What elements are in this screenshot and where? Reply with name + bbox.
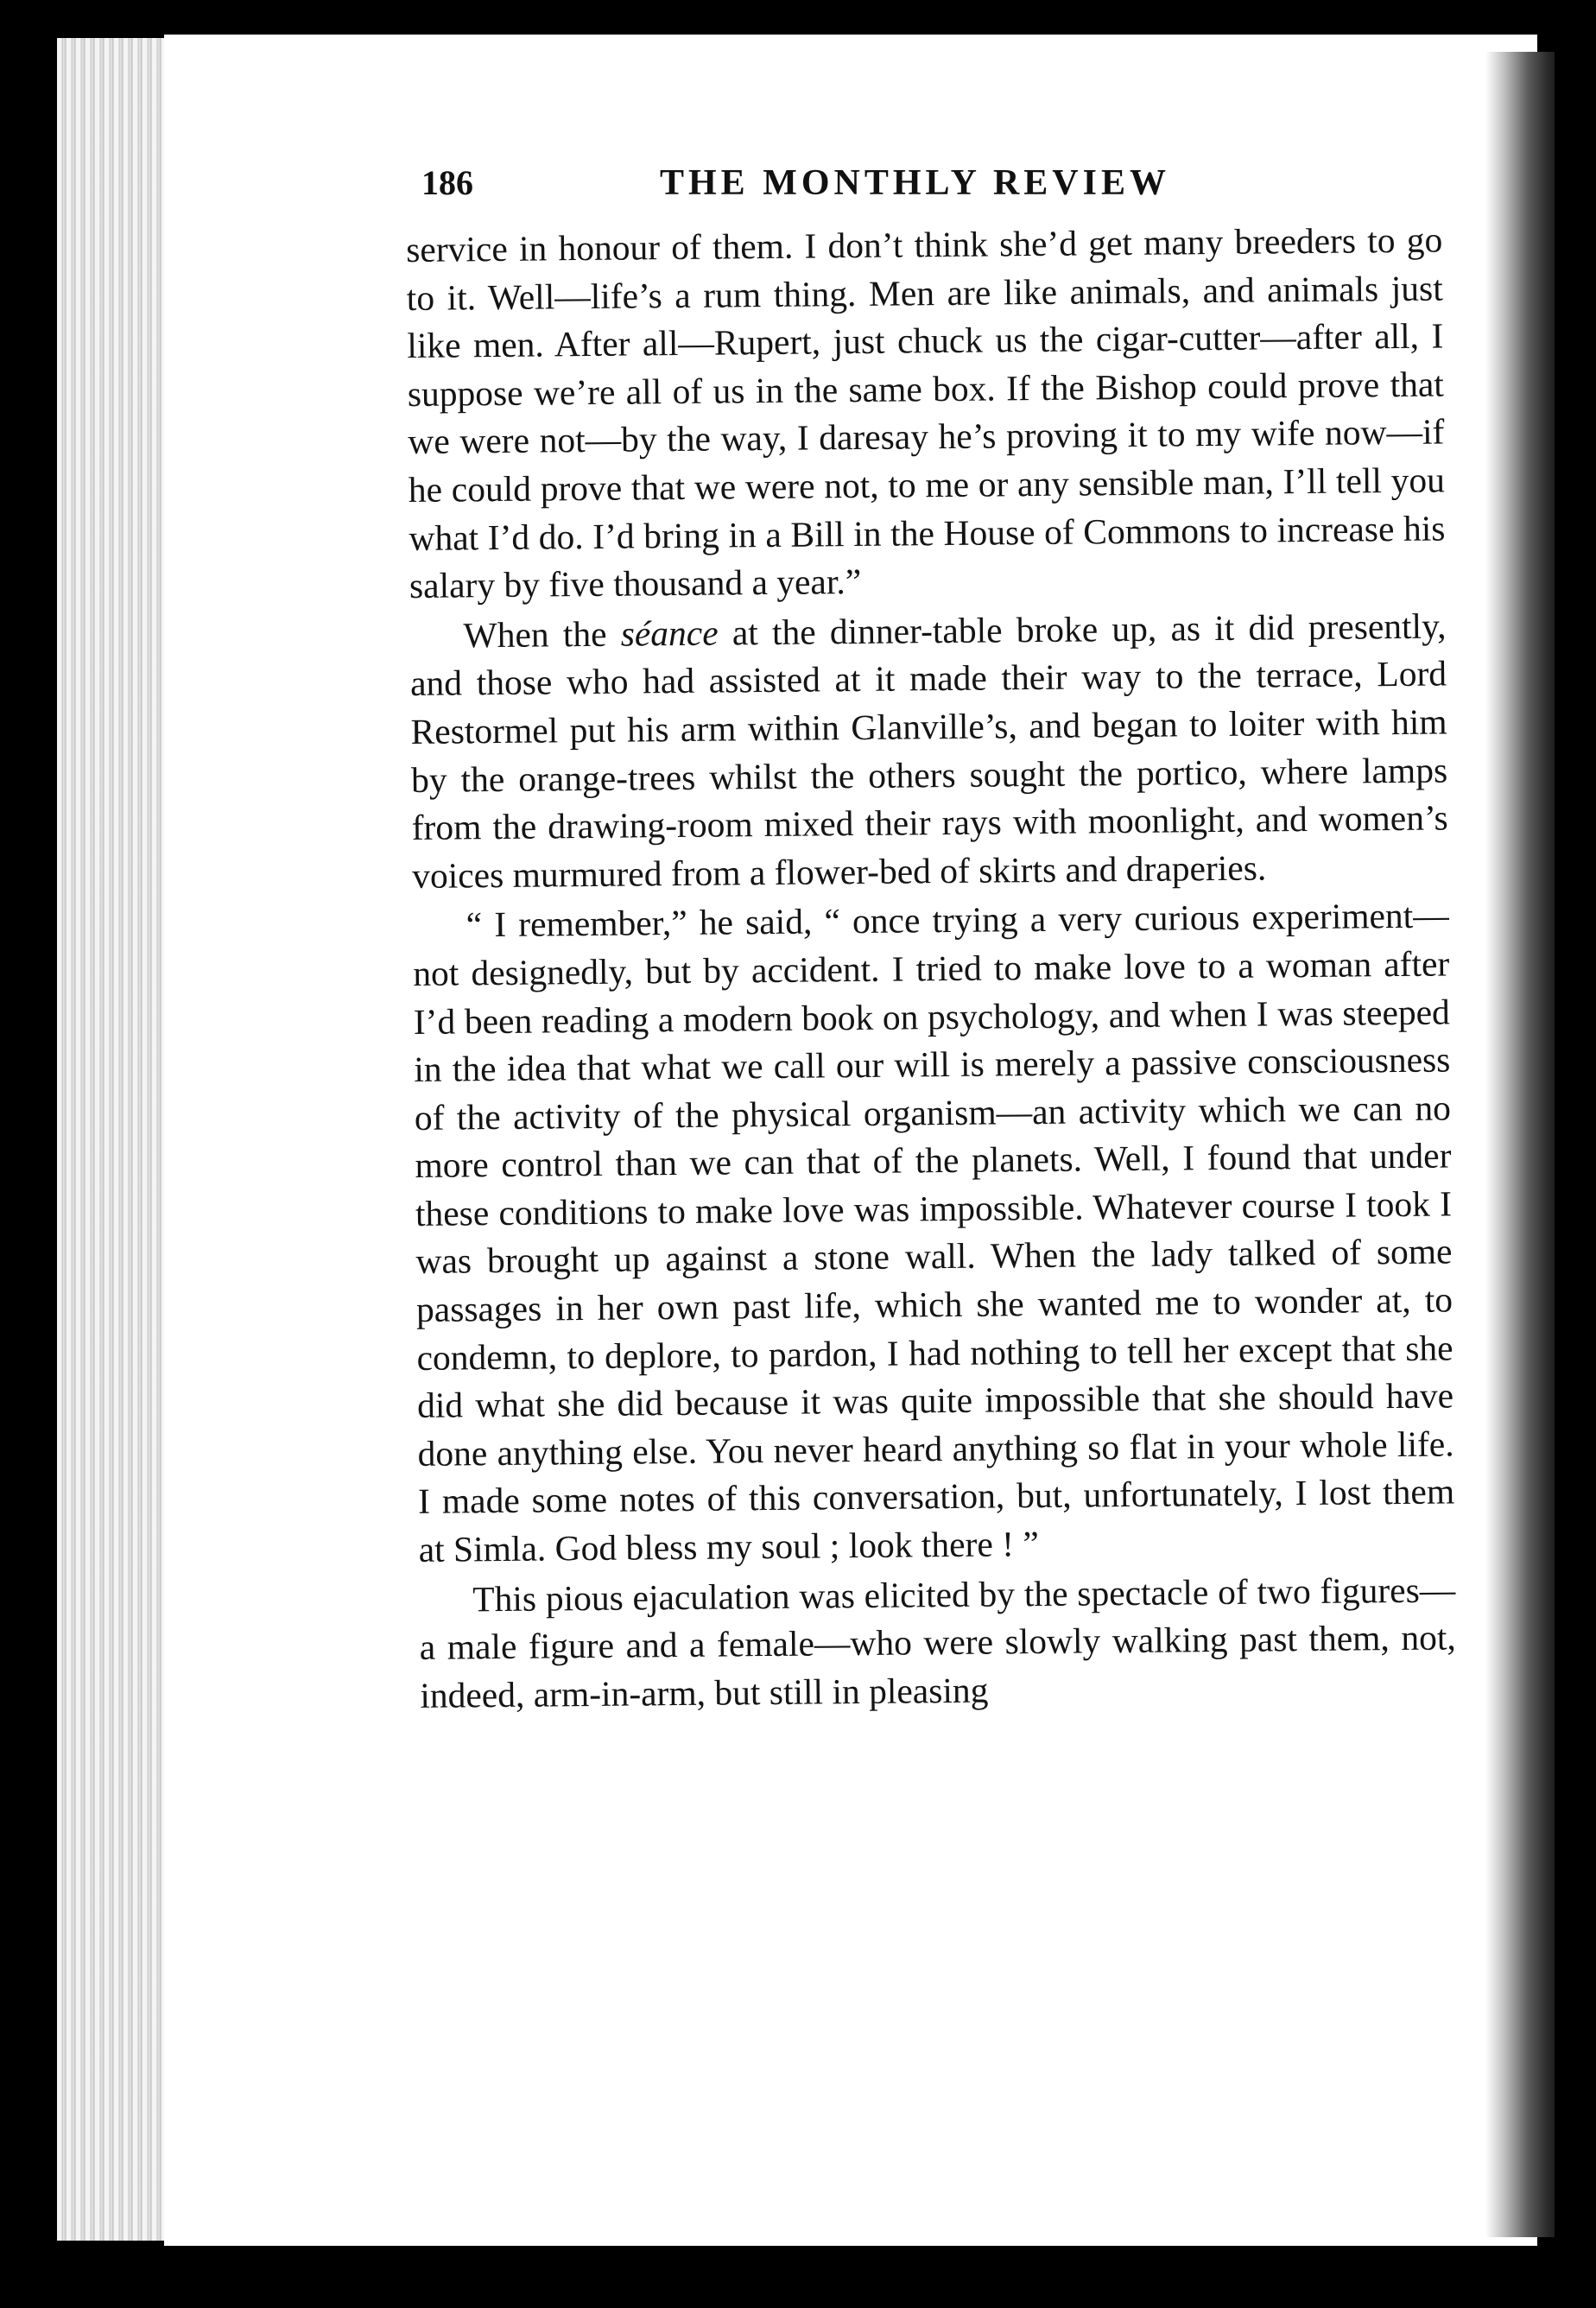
paragraph-1 (406, 216, 1446, 610)
running-head (421, 162, 1518, 214)
paragraph-text: This pious ejaculation was elicited by the spectacle of two figures—a male figure and a female—who were slowly walking past them, not, indeed, arm-in-arm, but still in pleasing (419, 1569, 1456, 1715)
gutter-shadow (1485, 52, 1563, 2237)
scan-border (1555, 0, 1596, 2308)
paragraph-4 (419, 1566, 1457, 1720)
body-text (406, 216, 1457, 1721)
paragraph-text: at the dinner-table broke up, as it did presently, and those who had assisted at it made their way to the terrace, Lord Restormel put his arm within Glanville’s, and began to loiter with him by the orange-trees whilst the others sought the portico, where lamps from the drawing-room mixed their rays with moonlight, and women’s voices murmured from a flower-bed of skirts and draperies. (409, 606, 1448, 896)
paragraph-text: “ I remember,” he said, “ once trying a very curious experiment—not designedly, but by accident. I tried to make love to a woman after I’d been reading a modern book on psychology, and when I was steeped in the idea that what we call our will is merely a passive consciousness of the activity of the physical organism—an activity which we can no more control than we can that of the planets. Well, I found that under these conditions to make love was impossible. Whatever course I took I was brought up against a stone wall. When the lady talked of some passages in her own past life, which she wanted me to wonder at, to condemn, to deplore, to pardon, I had nothing to tell her except that she did what she did because it was quite impossible that she should have done anything else. You never heard anything so flat in your whole life. I made some notes of this conversation, but, unfortunately, I lost them at Simla. God bless my soul ; look there ! ” (413, 895, 1455, 1569)
paragraph-text: When the (463, 613, 621, 656)
paragraph-text: service in honour of them. I don’t think she’d get many breeders to go to it. Well—life’s a rum thing. Men are like animals, and animals just like men. After all—Rupert, just chuck us the cigar-cutter—after all, I suppose we’re all of us in the same box. If the Bishop could prove that we were not—by the way, I daresay he’s proving it to my wife now—if he could prove that we were not, to me or any sensible man, I’ll tell you what I’d do. I’d bring in a Bill in the House of Commons to increase his salary by five thousand a year.” (406, 219, 1446, 606)
italic-word: séance (620, 612, 719, 654)
paragraph-2 (409, 602, 1448, 900)
page-number: 186 (421, 163, 473, 202)
paragraph-3 (413, 892, 1455, 1575)
journal-title: THE MONTHLY REVIEW (660, 163, 1170, 203)
